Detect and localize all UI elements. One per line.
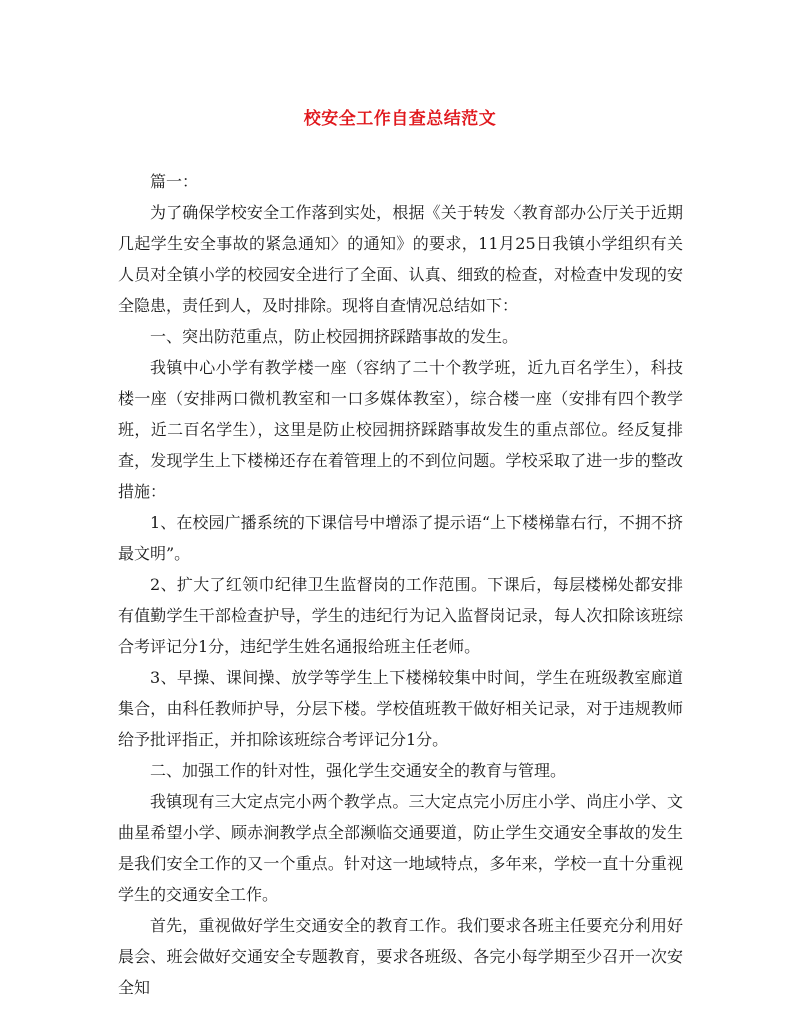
paragraph-measure-1: 1、在校园广播系统的下课信号中增添了提示语“上下楼梯靠右行，不拥不挤最文明”。 — [118, 513, 683, 563]
heading-traffic-safety: 二、加强工作的针对性，强化学生交通安全的教育与管理。 — [150, 761, 567, 780]
paragraph-measure-3: 3、早操、课间操、放学等学生上下楼梯较集中时间，学生在班级教室廊道集合，由科任教师护导，分层下楼。学校值班教干做好相关记录，对于违规教师给予批评指正，并扣除该班综合考评记分1分。 — [118, 668, 683, 749]
heading-stairs-safety: 一、突出防范重点，防止校园拥挤踩踏事故的发生。 — [150, 327, 519, 346]
paragraph-stairs-overview: 我镇中心小学有教学楼一座（容纳了二十个教学班，近九百名学生），科技楼一座（安排两口微机教室和一口多媒体教室），综合楼一座（安排有四个教学班，近二百名学生），这里是防止校园拥挤踩踏事故发生的重点部位。经反复排查，发现学生上下楼梯还存在着管理上的不到位问题。学校采取了进一步的整改措施： — [118, 358, 683, 501]
paragraph-intro: 为了确保学校安全工作落到实处，根据《关于转发〈教育部办公厅关于近期几起学生安全事故的紧急通知〉的通知》的要求，11月25日我镇小学组织有关人员对全镇小学的校园安全进行了全面、认真、细致的检查，对检查中发现的安全隐患，责任到人，及时排除。现将自查情况总结如下： — [118, 203, 683, 315]
document-body — [118, 166, 683, 1003]
paragraph-traffic-overview: 我镇现有三大定点完小两个教学点。三大定点完小厉庄小学、尚庄小学、文曲星希望小学、顾赤涧教学点全部濒临交通要道，防止学生交通安全事故的发生是我们安全工作的又一个重点。针对这一地域特点，多年来，学校一直十分重视学生的交通安全工作。 — [118, 792, 683, 904]
paragraph-traffic-education: 首先，重视做好学生交通安全的教育工作。我们要求各班主任要充分利用好晨会、班会做好交通安全专题教育，要求各班级、各完小每学期至少召开一次安全知 — [118, 916, 683, 997]
section-label: 篇一： — [150, 172, 199, 191]
document-title: 校安全工作自查总结范文 — [303, 109, 497, 129]
paragraph-measure-2: 2、扩大了红领巾纪律卫生监督岗的工作范围。下课后，每层楼梯处都安排有值勤学生干部检查护导，学生的违纪行为记入监督岗记录，每人次扣除该班综合考评记分1分，违纪学生姓名通报给班主任老师。 — [118, 575, 683, 656]
